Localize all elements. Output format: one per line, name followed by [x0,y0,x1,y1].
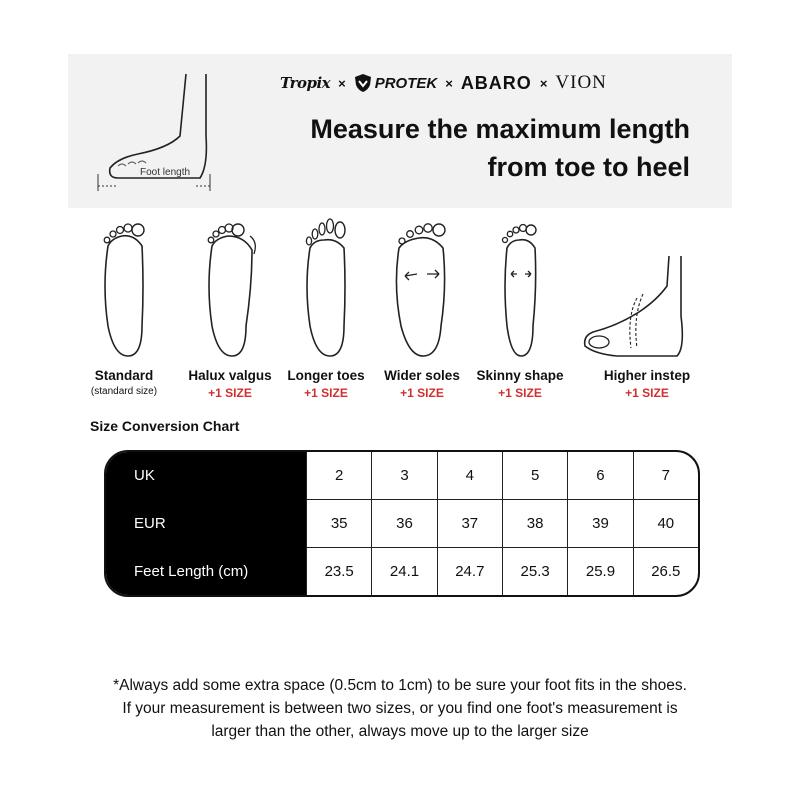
row-label-uk: UK [134,467,155,485]
table-cell: 24.1 [371,548,436,595]
table-cell: 40 [633,500,698,547]
table-body [306,452,698,595]
shield-icon [354,73,372,93]
headline-line-1: Measure the maximum length [310,114,690,144]
measure-headline [310,110,690,186]
table-cell: 25.3 [502,548,567,595]
standard-foot-icon [94,216,154,362]
shape-subtitle: (standard size) [90,386,158,397]
fit-advice-footnote [40,674,760,743]
table-row-headers [106,452,306,595]
measure-banner [68,54,732,208]
footnote-line-1: *Always add some extra space (0.5cm to 1cm) to be sure your foot fits in the shoes. [113,677,687,694]
table-cell: 5 [502,452,567,499]
foot-shapes-row [80,216,720,406]
footnote-line-3: larger than the other, always move up to the larger size [211,723,589,740]
table-cell: 7 [633,452,698,499]
foot-shape-wider-soles [378,216,466,400]
shape-name: Halux valgus [188,368,272,383]
brand-logos [280,68,700,98]
table-cell: 25.9 [567,548,632,595]
table-row-feet-length [306,548,698,595]
foot-shape-higher-instep [574,216,720,400]
table-cell: 39 [567,500,632,547]
table-cell: 38 [502,500,567,547]
tropix-logo: Tropix [280,74,331,92]
table-cell: 4 [437,452,502,499]
size-up-note: +1 SIZE [304,386,348,400]
foot-shape-standard [80,216,168,397]
abaro-logo: ABARO [460,72,532,93]
table-cell: 3 [371,452,436,499]
brand-separator: × [338,75,346,91]
wider-soles-foot-icon [389,216,455,362]
protek-wordmark: PROTEK [374,74,438,92]
foot-shape-skinny [472,216,568,400]
size-up-note: +1 SIZE [625,386,669,400]
skinny-foot-icon [493,216,547,362]
size-up-note: +1 SIZE [208,386,252,400]
table-cell: 6 [567,452,632,499]
row-label-feet-length: Feet Length (cm) [134,562,249,580]
brand-separator: × [445,75,453,91]
size-up-note: +1 SIZE [498,386,542,400]
foot-shape-longer-toes [282,216,370,400]
table-row-eur [306,500,698,548]
table-cell: 2 [306,452,371,499]
table-cell: 24.7 [437,548,502,595]
table-row-uk [306,452,698,500]
higher-instep-foot-icon [577,216,717,362]
vion-logo: VION [555,72,607,93]
table-cell: 36 [371,500,436,547]
table-cell: 23.5 [306,548,371,595]
protek-logo [354,73,438,93]
table-cell: 26.5 [633,548,698,595]
brand-separator: × [539,75,548,91]
size-conversion-table [104,450,700,597]
shape-name: Higher instep [603,368,691,383]
halux-valgus-foot-icon [198,216,262,362]
shape-name: Skinny shape [476,368,564,383]
footnote-line-2: If your measurement is between two sizes, or you find one foot's measurement is [122,700,678,717]
longer-toes-foot-icon [296,216,356,362]
row-label-eur: EUR [134,515,166,532]
headline-line-2: from toe to heel [487,152,690,182]
table-cell: 35 [306,500,371,547]
size-up-note: +1 SIZE [400,386,444,400]
table-cell: 37 [437,500,502,547]
foot-length-caption: Foot length [140,167,191,178]
shape-name: Longer toes [287,368,365,383]
shape-name: Standard [94,368,154,383]
foot-shape-halux-valgus [180,216,280,400]
size-chart-title: Size Conversion Chart [90,418,240,434]
shape-name: Wider soles [384,368,460,383]
